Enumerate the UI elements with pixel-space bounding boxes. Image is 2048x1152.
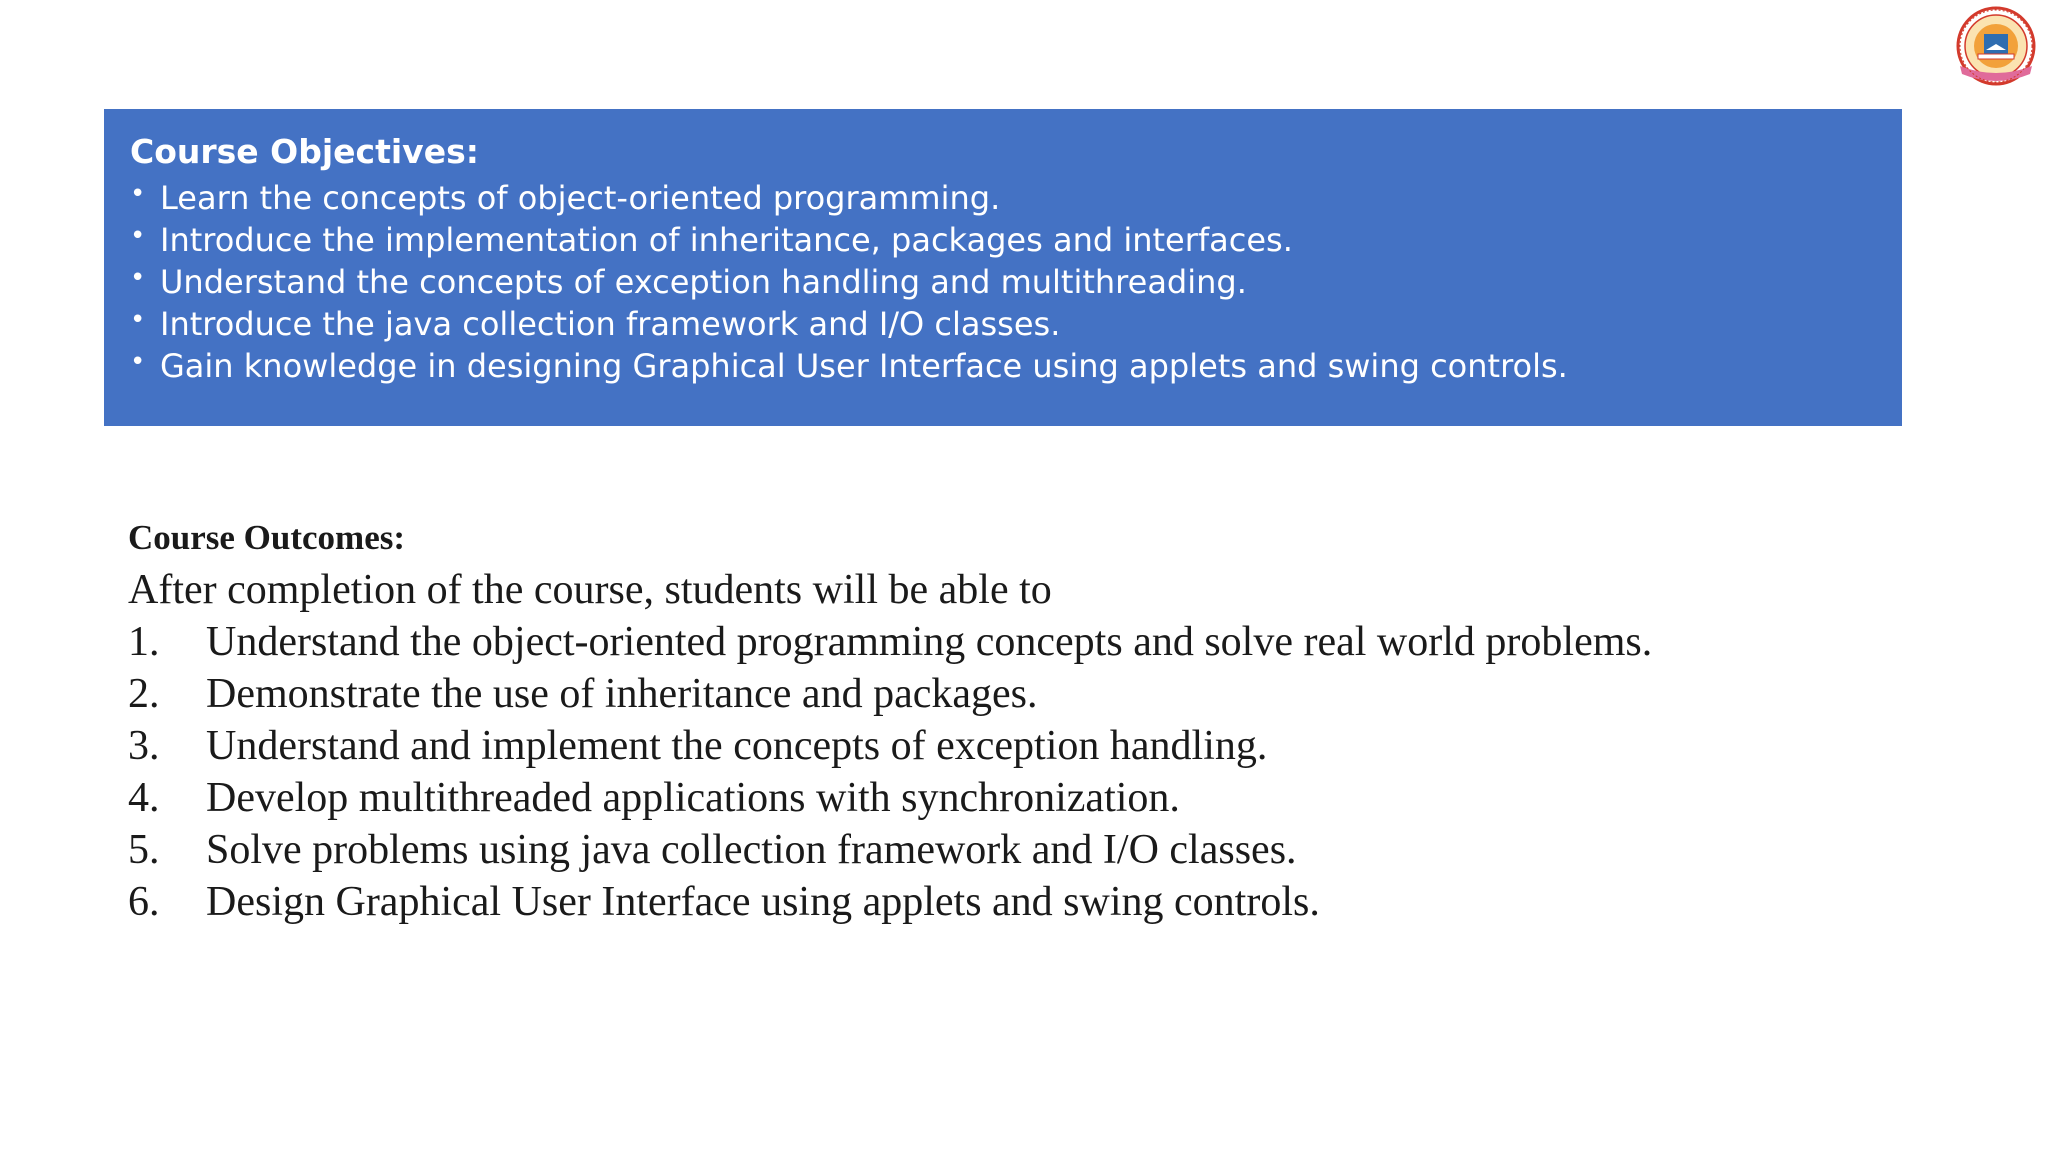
outcomes-title: Course Outcomes: bbox=[128, 518, 406, 557]
bullet-icon: • bbox=[130, 179, 146, 209]
emblem-icon bbox=[1948, 4, 2044, 94]
bullet-icon: • bbox=[130, 263, 146, 293]
outcome-number: 1. bbox=[128, 619, 160, 665]
outcome-number: 4. bbox=[128, 775, 160, 821]
institute-logo bbox=[1948, 4, 2044, 94]
outcomes-intro: After completion of the course, students will be able to bbox=[128, 567, 1052, 613]
outcome-number: 2. bbox=[128, 671, 160, 717]
bullet-icon: • bbox=[130, 347, 146, 377]
outcomes-list bbox=[128, 616, 1948, 928]
outcome-item: 4. Develop multithreaded applications with synchronization. bbox=[128, 772, 1948, 824]
outcome-item: 2. Demonstrate the use of inheritance and packages. bbox=[128, 668, 1948, 720]
outcome-number: 3. bbox=[128, 723, 160, 769]
objective-item: • Learn the concepts of object-oriented programming. bbox=[130, 177, 1876, 219]
objectives-list bbox=[130, 177, 1876, 387]
objectives-title: Course Objectives: bbox=[130, 132, 479, 171]
course-outcomes-section bbox=[128, 512, 1948, 928]
objective-item: • Introduce the implementation of inheritance, packages and interfaces. bbox=[130, 219, 1876, 261]
outcome-number: 5. bbox=[128, 827, 160, 873]
outcome-number: 6. bbox=[128, 879, 160, 925]
bullet-icon: • bbox=[130, 221, 146, 251]
outcome-item: 1. Understand the object-oriented programming concepts and solve real world problems. bbox=[128, 616, 1948, 668]
bullet-icon: • bbox=[130, 305, 146, 335]
outcome-item: 3. Understand and implement the concepts of exception handling. bbox=[128, 720, 1948, 772]
objective-item: • Introduce the java collection framework and I/O classes. bbox=[130, 303, 1876, 345]
course-objectives-box bbox=[104, 109, 1902, 426]
outcome-item: 6. Design Graphical User Interface using applets and swing controls. bbox=[128, 876, 1948, 928]
outcome-item: 5. Solve problems using java collection framework and I/O classes. bbox=[128, 824, 1948, 876]
objective-item: • Understand the concepts of exception handling and multithreading. bbox=[130, 261, 1876, 303]
objective-item: • Gain knowledge in designing Graphical User Interface using applets and swing controls. bbox=[130, 345, 1876, 387]
